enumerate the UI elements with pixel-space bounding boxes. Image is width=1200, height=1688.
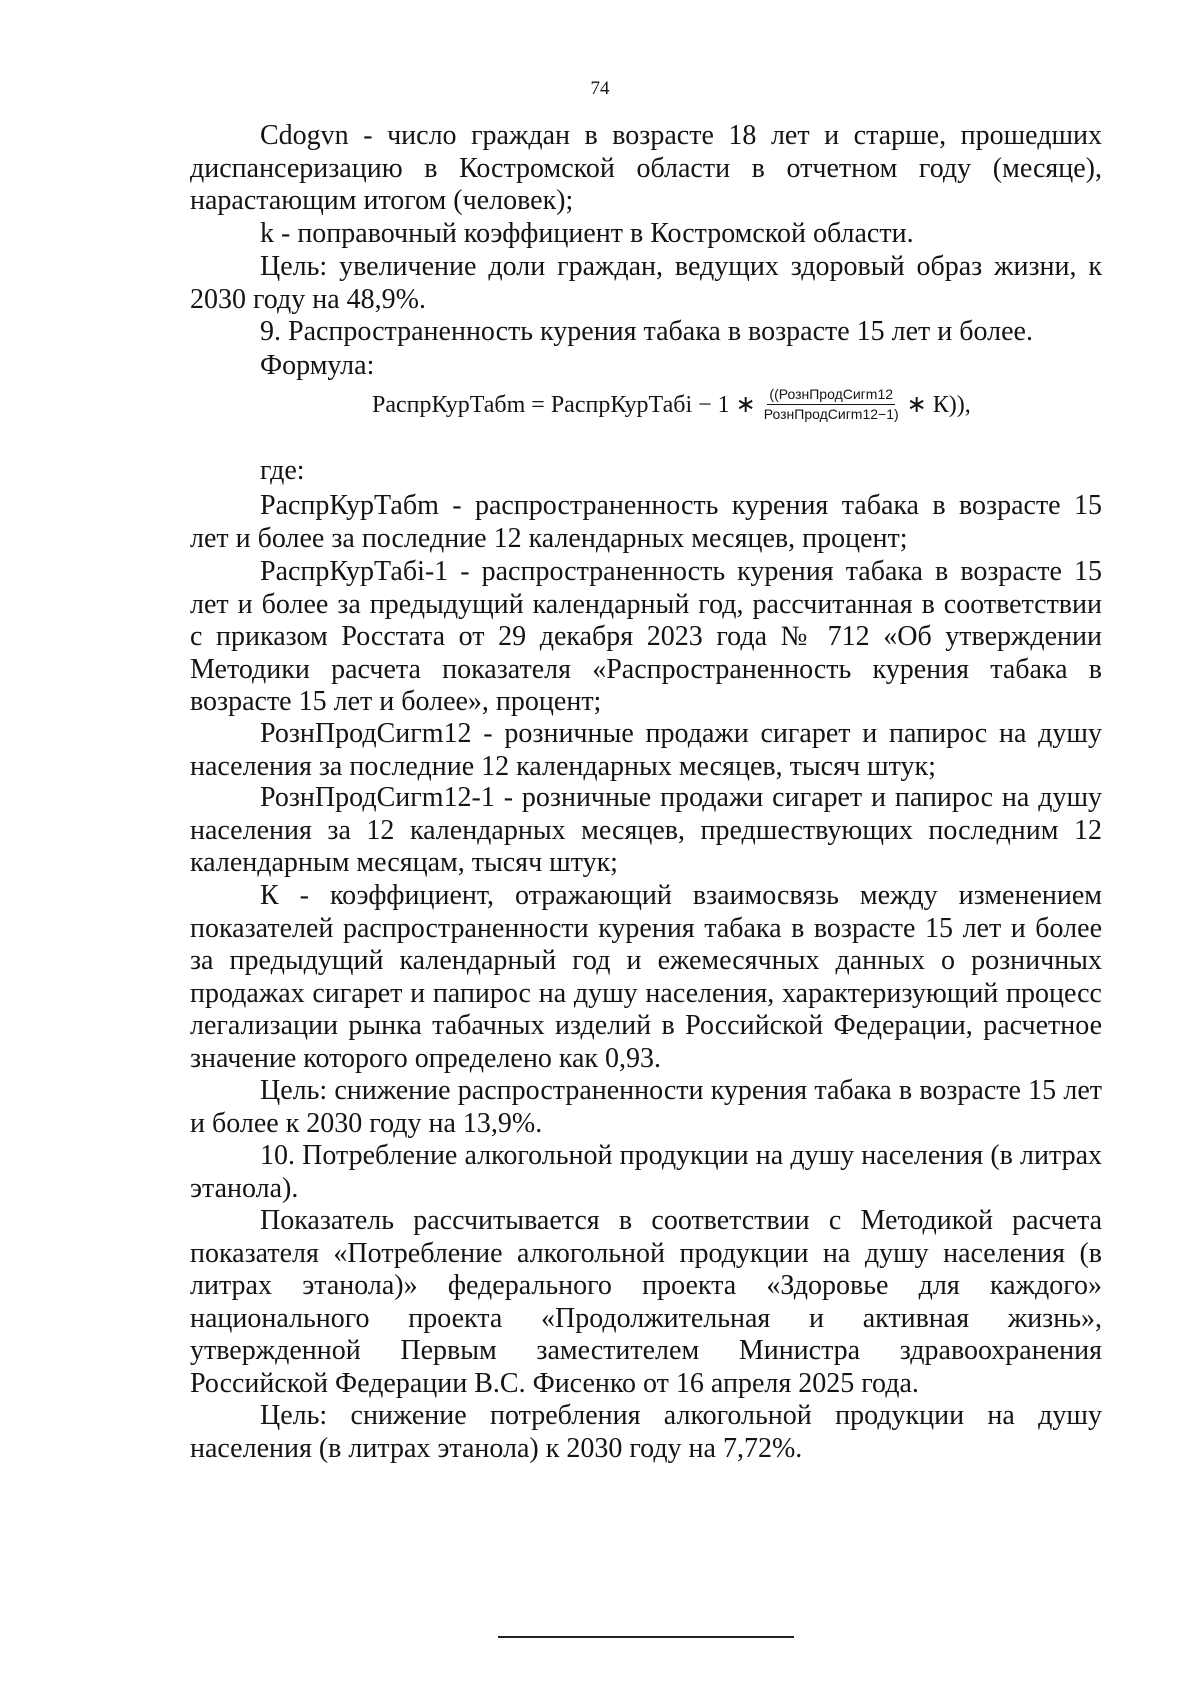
paragraph-roznprodsig-m12: РознПродСигm12 - розничные продажи сигарет и папирос на душу населения за последние 12 календарных месяцев, тысяч штук;	[190, 718, 1102, 782]
formula	[372, 376, 1012, 432]
paragraph-k-smoking-coefficient: К - коэффициент, отражающий взаимосвязь между изменением показателей распространенности курения табака в возрасте 15 лет и более за предыдущий календарный год и ежемесячных данных о розничных продажах сигарет и папирос на душу населения, характеризующий процесс легализации рынка табачных изделий в Российской Федерации, расчетное значение которого определено как 0,93.	[190, 880, 1102, 1074]
page-number: 74	[590, 78, 610, 99]
formula-left: РаспрКурТабm = РаспрКурТабi − 1 ∗	[372, 391, 756, 418]
where-label: где:	[260, 455, 305, 486]
formula-numerator: ((РознПродСигm12	[767, 386, 895, 405]
formula-fraction	[762, 386, 901, 423]
heading-item-9: 9. Распространенность курения табака в возрасте 15 лет и более.	[260, 316, 1033, 347]
paragraph-goal-alcohol: Цель: снижение потребления алкогольной продукции на душу населения (в литрах этанола) к 2030 году на 7,72%.	[190, 1400, 1102, 1464]
paragraph-cdogvn: Cdogvn - число граждан в возрасте 18 лет и старше, прошедших диспансеризацию в Костромской области в отчетном году (месяце), нарастающим итогом (человек);	[190, 120, 1102, 216]
paragraph-k-coefficient: k - поправочный коэффициент в Костромской области.	[260, 218, 914, 249]
paragraph-rasprkurtab-m: РаспрКурТабm - распространенность курения табака в возрасте 15 лет и более за последние 12 календарных месяцев, процент;	[190, 490, 1102, 554]
formula-denominator: РознПродСигm12−1)	[763, 405, 899, 422]
formula-label: Формула:	[260, 350, 375, 381]
heading-item-10: 10. Потребление алкогольной продукции на душу населения (в литрах этанола).	[190, 1140, 1102, 1204]
paragraph-rasprkurtab-i-1: РаспрКурТабi-1 - распространенность курения табака в возрасте 15 лет и более за предыдущий календарный год, рассчитанная в соответствии с приказом Росстата от 29 декабря 2023 года № 712 «Об утверждении Методики расчета показателя «Распространенность курения табака в возрасте 15 лет и более», процент;	[190, 556, 1102, 717]
formula-right: ∗ К)),	[906, 391, 971, 418]
paragraph-goal-smoking: Цель: снижение распространенности курения табака в возрасте 15 лет и более к 2030 году на 13,9%.	[190, 1075, 1102, 1139]
paragraph-goal-healthy-lifestyle: Цель: увеличение доли граждан, ведущих здоровый образ жизни, к 2030 году на 48,9%.	[190, 251, 1102, 315]
end-separator-line	[498, 1636, 794, 1638]
paragraph-alcohol-methodology: Показатель рассчитывается в соответствии с Методикой расчета показателя «Потребление алкогольной продукции на душу населения (в литрах этанола)» федерального проекта «Здоровье для каждого» национального проекта «Продолжительная и активная жизнь», утвержденной Первым заместителем Министра здравоохранения Российской Федерации В.С. Фисенко от 16 апреля 2025 года.	[190, 1205, 1102, 1399]
paragraph-roznprodsig-m12-1: РознПродСигm12-1 - розничные продажи сигарет и папирос на душу населения за 12 календарных месяцев, предшествующих последним 12 календарным месяцам, тысяч штук;	[190, 782, 1102, 878]
